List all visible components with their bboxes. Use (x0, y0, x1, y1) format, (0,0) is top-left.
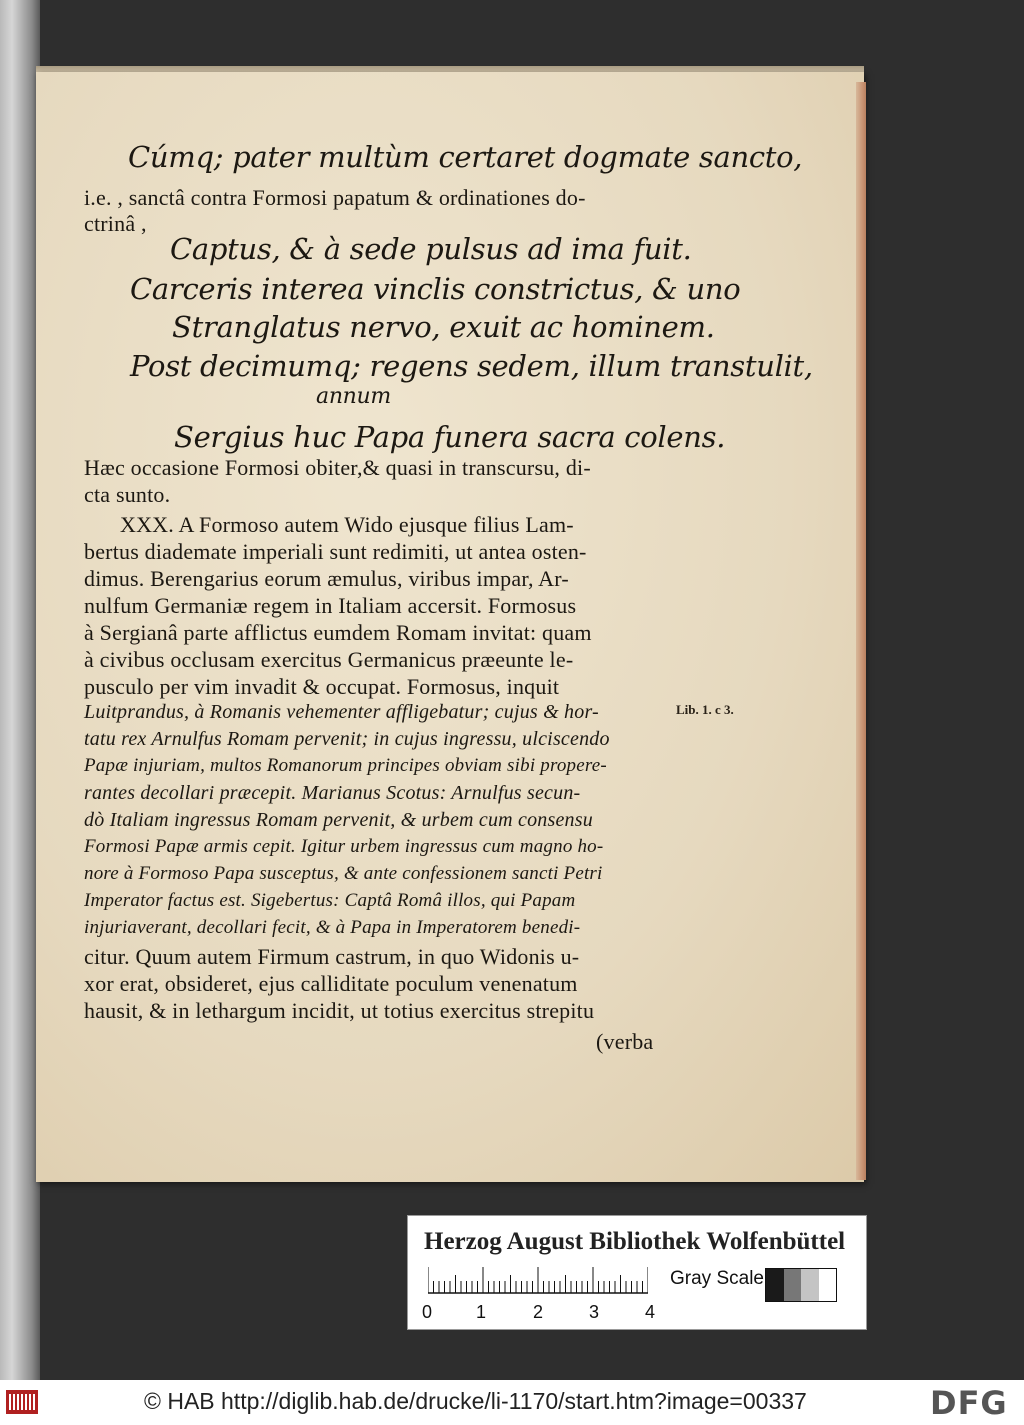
prose-line-17: Imperator factus est. Sigebertus: Captâ Româ illos, qui Papam (84, 890, 576, 911)
ruler-number-0: 0 (422, 1302, 433, 1322)
prose-line-1: Hæc occasione Formosi obiter,& quasi in transcursu, di- (84, 455, 591, 480)
catchword: (verba (596, 1029, 654, 1054)
ruler-number-1: 1 (476, 1302, 487, 1322)
prose-line-4: bertus diademate imperiali sunt redimiti, ut antea osten- (84, 539, 587, 564)
gray-scale-swatches (765, 1268, 837, 1302)
verse-line-2: Captus, & à sede pulsus ad ima fuit. (170, 232, 692, 266)
prose-line-7: à Sergianâ parte afflictus eumdem Romam invitat: quam (84, 620, 592, 645)
prose-line-6: nulfum Germaniæ regem in Italiam accersit. Formosus (84, 593, 577, 618)
hab-logo-icon (6, 1388, 38, 1416)
prose-line-8: à civibus occlusam exercitus Germanicus præeunte le- (84, 647, 574, 672)
book-cover-edge (0, 0, 40, 1380)
prose-line-11: tatu rex Arnulfus Romam pervenit; in cujus ingressu, ulciscendo (84, 728, 610, 750)
gray-scale-label: Gray Scale (670, 1268, 764, 1289)
verse-line-7: Sergius huc Papa funera sacra colens. (174, 420, 726, 454)
prose-line-16: nore à Formoso Papa susceptus, & ante confessionem sancti Petri (84, 863, 603, 884)
page-side-edge (856, 82, 866, 1180)
prose-line-15: Formosi Papæ armis cepit. Igitur urbem ingressus cum magno ho- (84, 836, 604, 857)
prose-line-10: Luitprandus, à Romanis vehementer affligebatur; cujus & hor- (84, 701, 599, 723)
gray-swatch-3 (801, 1269, 819, 1301)
library-name: Herzog August Bibliothek Wolfenbüttel (424, 1228, 846, 1255)
prose-line-3: XXX. A Formoso autem Wido ejusque filius Lam- (120, 512, 574, 537)
verse-line-1: Cúmq; pater multùm certaret dogmate sancto, (128, 140, 803, 174)
ruler-number-2: 2 (533, 1302, 544, 1322)
verse-line-5: Post decimumq; regens sedem, illum transtulit, (130, 349, 813, 383)
gray-swatch-1 (766, 1269, 784, 1301)
prose-line-14: dò Italiam ingressus Romam pervenit, & urbem cum consensu (84, 809, 593, 831)
prose-line-19: citur. Quum autem Firmum castrum, in quo Widonis u- (84, 944, 580, 969)
prose-line-5: dimus. Berengarius eorum æmulus, viribus impar, Ar- (84, 566, 569, 591)
gray-swatch-2 (784, 1269, 802, 1301)
prose-line-13: rantes decollari præcepit. Marianus Scotus: Arnulfus secun- (84, 782, 581, 804)
margin-note: Lib. 1. c 3. (676, 702, 734, 717)
prose-line-12: Papæ injuriam, multos Romanorum principes obviam sibi propere- (84, 755, 607, 776)
verse-line-3: Carceris interea vinclis constrictus, & uno (130, 272, 741, 306)
verse-line-4: Stranglatus nervo, exuit ac hominem. (172, 310, 715, 344)
gloss-line-2: ctrinâ , (84, 211, 147, 236)
prose-line-2: cta sunto. (84, 482, 171, 507)
ruler-scale (428, 1266, 648, 1294)
gloss-line-1: i.e. , sanctâ contra Formosi papatum & ordinationes do- (84, 185, 586, 210)
dfg-logo: DFG (930, 1384, 1008, 1422)
prose-line-21: hausit, & in lethargum incidit, ut totius exercitus strepitu (84, 998, 595, 1023)
ruler-number-4: 4 (645, 1302, 656, 1322)
footer-bar (0, 1380, 1024, 1425)
prose-line-9: pusculo per vim invadit & occupat. Formosus, inquit (84, 674, 560, 699)
prose-line-18: injuriaverant, decollari fecit, & à Papa in Imperatorem benedi- (84, 917, 581, 938)
library-color-card (407, 1215, 867, 1330)
ruler-number-3: 3 (589, 1302, 600, 1322)
copyright-url[interactable]: © HAB http://diglib.hab.de/drucke/li-1170/start.htm?image=00337 (144, 1388, 807, 1414)
gray-swatch-4 (819, 1269, 837, 1301)
verse-line-6: annum (316, 384, 391, 409)
prose-line-20: xor erat, obsideret, ejus calliditate poculum venenatum (84, 971, 578, 996)
